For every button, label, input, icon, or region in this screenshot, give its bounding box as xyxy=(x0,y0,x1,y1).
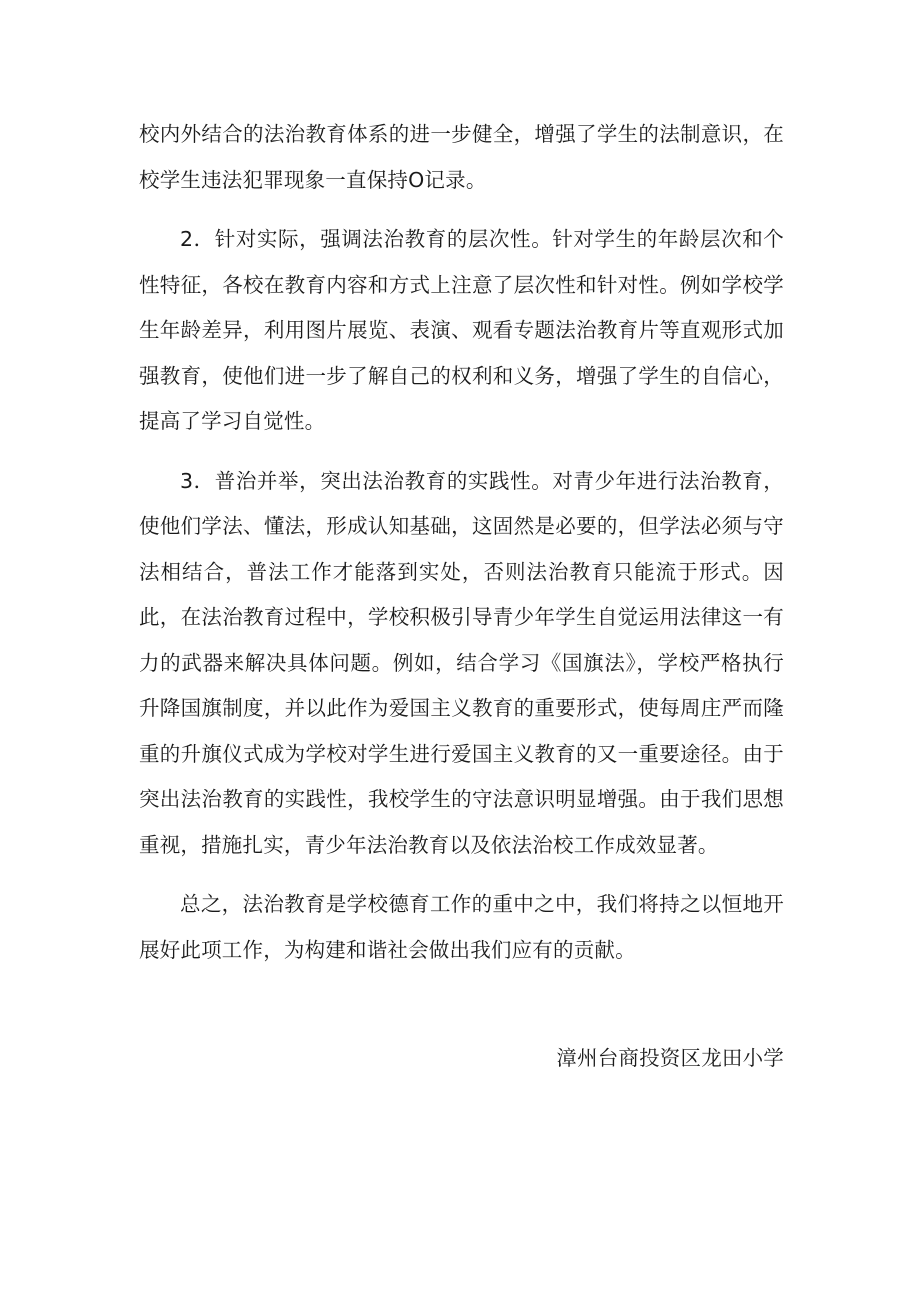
paragraph-continuation: 校内外结合的法治教育体系的进一步健全，增强了学生的法制意识，在校学生违法犯罪现象一直保持O记录。 xyxy=(139,122,784,192)
document-body xyxy=(139,112,784,987)
paragraph-item-2: 2．针对实际，强调法治教育的层次性。针对学生的年龄层次和个性特征，各校在教育内容和方式上注意了层次性和针对性。例如学校学生年龄差异，利用图片展览、表演、观看专题法治教育片等直观形式加强教育，使他们进一步了解自己的权利和义务，增强了学生的自信心，提高了学习自觉性。 xyxy=(139,227,784,433)
paragraph-conclusion: 总之，法治教育是学校德育工作的重中之中，我们将持之以恒地开展好此项工作，为构建和谐社会做出我们应有的贡献。 xyxy=(139,892,784,962)
paragraph-item-3: 3．普治并举，突出法治教育的实践性。对青少年进行法治教育，使他们学法、懂法，形成认知基础，这固然是必要的，但学法必须与守法相结合，普法工作才能落到实处，否则法治教育只能流于形式。因此，在法治教育过程中，学校积极引导青少年学生自觉运用法律这一有力的武器来解决具体问题。例如，结合学习《国旗法》，学校严格执行升降国旗制度，并以此作为爱国主义教育的重要形式，使每周庄严而隆重的升旗仪式成为学校对学生进行爱国主义教育的又一重要途径。由于突出法治教育的实践性，我校学生的守法意识明显增强。由于我们思想重视，措施扎实，青少年法治教育以及依法治校工作成效显著。 xyxy=(139,468,784,857)
signature-school-name: 漳州台商投资区龙田小学 xyxy=(556,1046,784,1070)
